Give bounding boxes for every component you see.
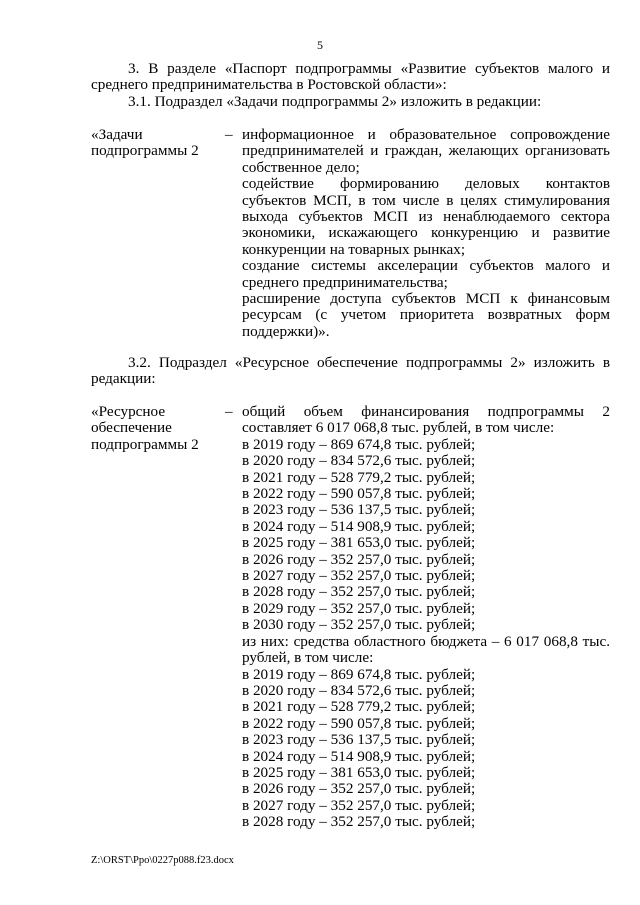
tasks-label: «Задачи подпрограммы 2 (91, 126, 199, 160)
tasks-content (242, 127, 610, 340)
regional-year-line: в 2025 году – 381 653,0 тыс. рублей; (242, 763, 476, 781)
total-financing-intro: общий объем финансирования подпрограммы 2 составляет 6 017 068,8 тыс. рублей, в том числе: (242, 403, 610, 437)
total-year-line: в 2023 году – 536 137,5 тыс. рублей; (242, 501, 476, 519)
task-item: содействие формированию деловых контактов субъектов МСП, в том числе в целях стимулирования выхода субъектов МСП из ненаблюдаемого сектора экономики, искажающего конкуренцию и развитие конкуренции на товарных рынках; (242, 175, 610, 258)
total-year-line: в 2030 году – 352 257,0 тыс. рублей; (242, 616, 476, 634)
total-year-line: в 2025 году – 381 653,0 тыс. рублей; (242, 534, 476, 552)
total-year-line: в 2020 году – 834 572,6 тыс. рублей; (242, 452, 476, 470)
total-year-line: в 2022 году – 590 057,8 тыс. рублей; (242, 485, 476, 503)
regional-year-line: в 2028 году – 352 257,0 тыс. рублей; (242, 813, 476, 831)
task-item: расширение доступа субъектов МСП к финансовым ресурсам (с учетом приоритета возвратных форм поддержки)». (242, 290, 610, 340)
regional-year-line: в 2023 году – 536 137,5 тыс. рублей; (242, 731, 476, 749)
regional-year-line: в 2024 году – 514 908,9 тыс. рублей; (242, 747, 476, 765)
tasks-dash: – (225, 126, 233, 143)
subsection-1-heading: 3.1. Подраздел «Задачи подпрограммы 2» изложить в редакции: (128, 93, 542, 110)
total-year-line: в 2027 году – 352 257,0 тыс. рублей; (242, 567, 476, 585)
regional-year-line: в 2027 году – 352 257,0 тыс. рублей; (242, 796, 476, 814)
footer-file-path: Z:\ORST\Ppo\0227p088.f23.docx (91, 855, 234, 866)
total-year-line: в 2021 году – 528 779,2 тыс. рублей; (242, 468, 476, 486)
section-intro: 3. В разделе «Паспорт подпрограммы «Развитие субъектов малого и среднего предпринимательства в Ростовской области»: (91, 60, 610, 94)
regional-year-line: в 2020 году – 834 572,6 тыс. рублей; (242, 681, 476, 699)
total-year-line: в 2019 году – 869 674,8 тыс. рублей; (242, 435, 476, 453)
regional-year-line: в 2026 году – 352 257,0 тыс. рублей; (242, 780, 476, 798)
total-year-line: в 2026 году – 352 257,0 тыс. рублей; (242, 550, 476, 568)
resources-dash: – (225, 403, 233, 420)
resources-label: «Ресурсное обеспечение подпрограммы 2 (91, 403, 199, 453)
resources-content (242, 404, 610, 831)
regional-year-line: в 2022 году – 590 057,8 тыс. рублей; (242, 714, 476, 732)
task-item: создание системы акселерации субъектов малого и среднего предпринимательства; (242, 257, 610, 291)
page-number: 5 (317, 38, 323, 52)
regional-year-line: в 2019 году – 869 674,8 тыс. рублей; (242, 665, 476, 683)
subsection-2-heading: 3.2. Подраздел «Ресурсное обеспечение подпрограммы 2» изложить в редакции: (91, 354, 610, 388)
task-item: информационное и образовательное сопровождение предпринимателей и граждан, желающих организовать собственное дело; (242, 126, 610, 176)
total-year-line: в 2024 году – 514 908,9 тыс. рублей; (242, 517, 476, 535)
total-year-line: в 2028 году – 352 257,0 тыс. рублей; (242, 583, 476, 601)
regional-year-line: в 2021 году – 528 779,2 тыс. рублей; (242, 698, 476, 716)
total-year-line: в 2029 году – 352 257,0 тыс. рублей; (242, 599, 476, 617)
regional-budget-intro: из них: средства областного бюджета – 6 017 068,8 тыс. рублей, в том числе: (242, 632, 610, 667)
